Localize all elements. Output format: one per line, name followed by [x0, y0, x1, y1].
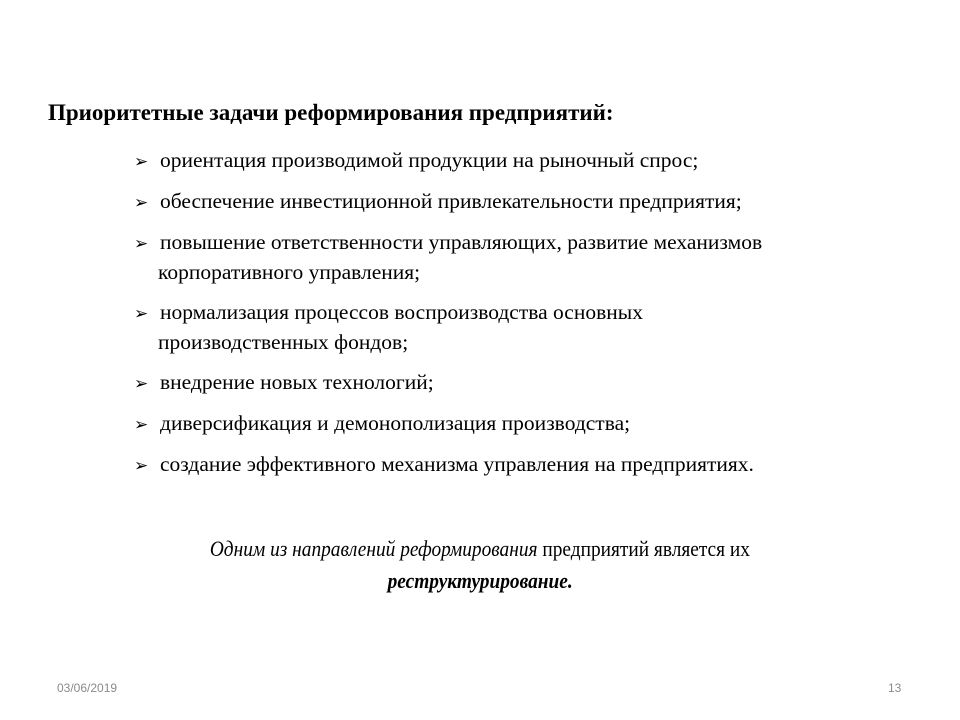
bullet-list [134, 146, 762, 491]
list-item: ➢ диверсификация и демонополизация производства; [134, 409, 762, 439]
arrow-bullet-icon: ➢ [134, 152, 149, 171]
list-item: ➢ повышение ответственности управляющих, развитие механизмов корпоративного управления; [134, 230, 763, 284]
slide-title: Приоритетные задачи реформирования предприятий: [48, 100, 614, 125]
footer-date: 03/06/2019 [57, 681, 118, 695]
list-item: ➢ ориентация производимой продукции на рыночный спрос; [134, 146, 762, 176]
page-number: 13 [888, 681, 902, 695]
list-item: ➢ создание эффективного механизма управления на предприятиях. [134, 450, 762, 480]
arrow-bullet-icon: ➢ [134, 193, 149, 212]
arrow-bullet-icon: ➢ [134, 415, 149, 434]
list-item: ➢ обеспечение инвестиционной привлекательности предприятия; [134, 187, 762, 217]
arrow-bullet-icon: ➢ [134, 456, 149, 475]
arrow-bullet-icon: ➢ [134, 304, 149, 323]
list-item: ➢ внедрение новых технологий; [134, 368, 762, 398]
arrow-bullet-icon: ➢ [134, 234, 149, 253]
arrow-bullet-icon: ➢ [134, 374, 149, 393]
conclusion-text: Одним из направлений реформирования предприятий является их реструктурирование. [209, 536, 751, 593]
list-item: ➢ нормализация процессов воспроизводства основных производственных фондов; [134, 300, 643, 354]
